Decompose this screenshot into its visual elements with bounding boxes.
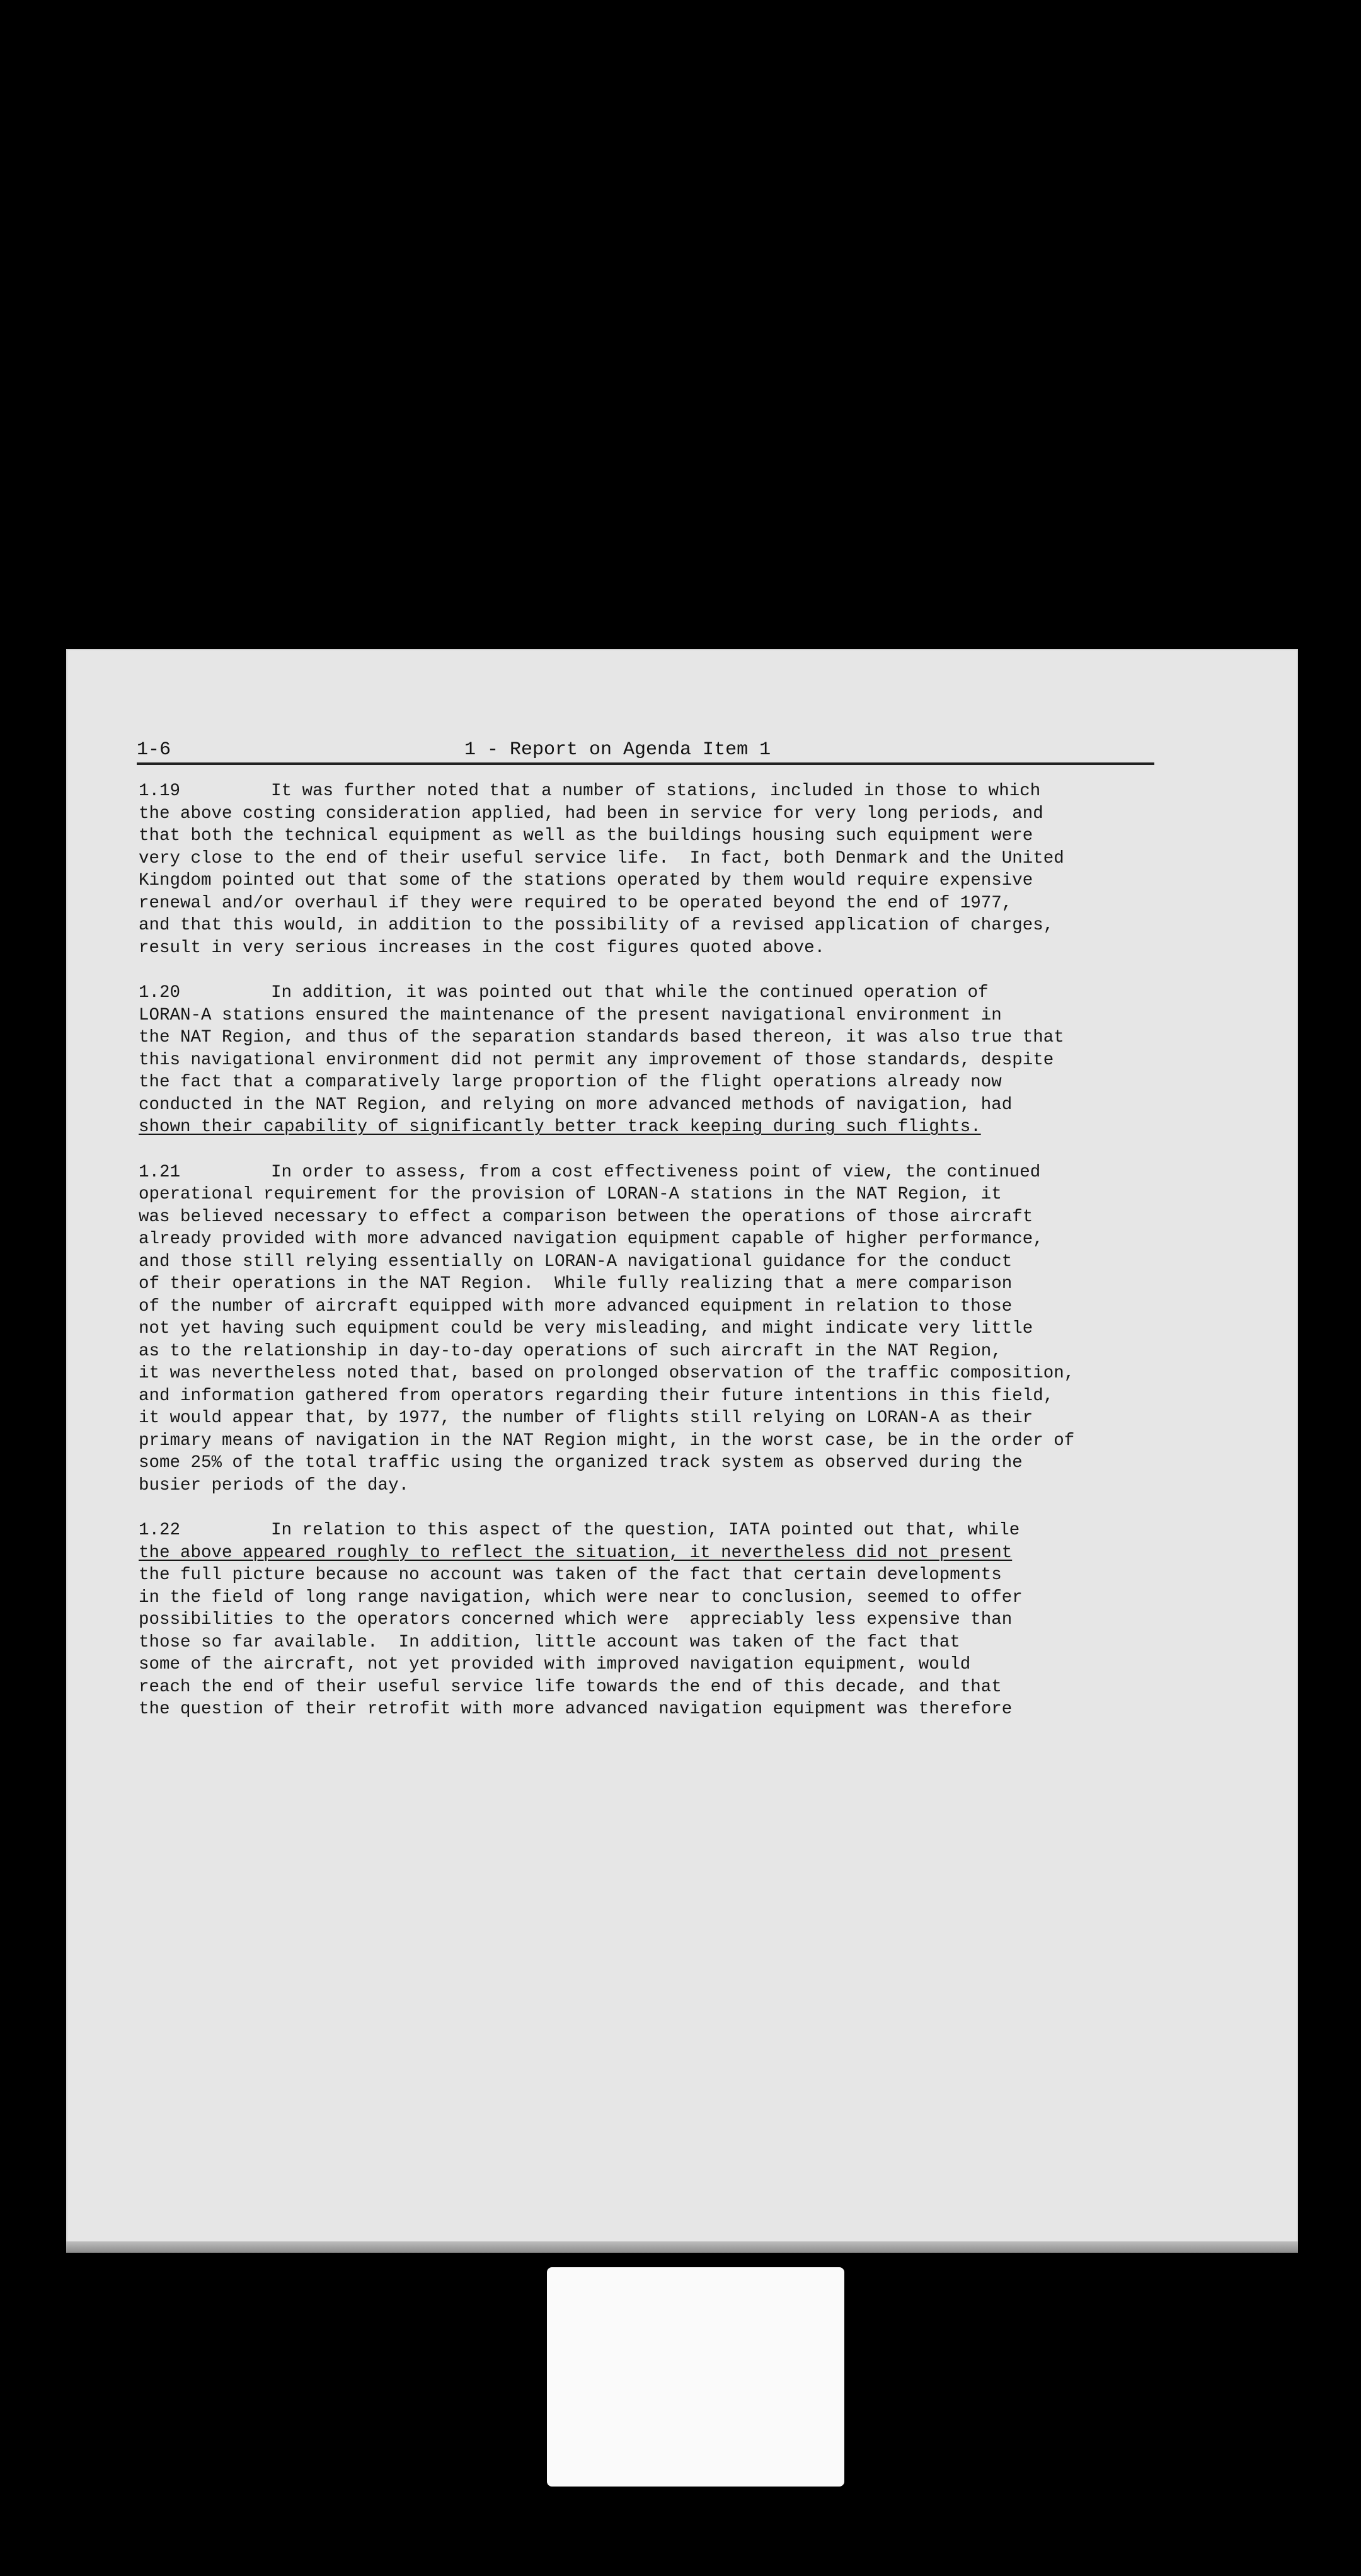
text-line: possibilities to the operators concerned which were appreciably less expensive than bbox=[139, 1610, 1013, 1630]
text-line: that both the technical equipment as well as the buildings housing such equipment were bbox=[139, 826, 1033, 846]
text-line: Kingdom pointed out that some of the stations operated by them would require expensive bbox=[139, 871, 1033, 890]
text-line: some 25% of the total traffic using the organized track system as observed during the bbox=[139, 1453, 1023, 1473]
text-line: LORAN-A stations ensured the maintenance of the present navigational environment in bbox=[139, 1005, 1002, 1025]
text-line: was believed necessary to effect a comparison between the operations of those aircraft bbox=[139, 1207, 1033, 1227]
text-line: very close to the end of their useful service life. In fact, both Denmark and the United bbox=[139, 848, 1064, 868]
text-line: this navigational environment did not permit any improvement of those standards, despite bbox=[139, 1050, 1054, 1070]
text-line: operational requirement for the provision of LORAN-A stations in the NAT Region, it bbox=[139, 1185, 1002, 1204]
text-line: already provided with more advanced navigation equipment capable of higher performance, bbox=[139, 1229, 1043, 1249]
paragraph-1-22 bbox=[139, 1519, 1222, 1721]
text-line: 1.22 In relation to this aspect of the question, IATA pointed out that, while bbox=[139, 1519, 1222, 1542]
text-line: not yet having such equipment could be very misleading, and might indicate very little bbox=[139, 1319, 1033, 1338]
text-line: it would appear that, by 1977, the number of flights still relying on LORAN-A as their bbox=[139, 1408, 1033, 1428]
text-line: busier periods of the day. bbox=[139, 1475, 410, 1495]
paragraph-number: 1.22 bbox=[139, 1521, 181, 1540]
page-title: 1 - Report on Agenda Item 1 bbox=[464, 739, 771, 761]
text-line: those so far available. In addition, little account was taken of the fact that bbox=[139, 1632, 960, 1652]
text-line: the full picture because no account was taken of the fact that certain developments bbox=[139, 1565, 1002, 1585]
page-number: 1-6 bbox=[137, 739, 171, 761]
text-line: the above costing consideration applied, had been in service for very long periods, and bbox=[139, 803, 1043, 824]
text-line: of the number of aircraft equipped with more advanced equipment in relation to those bbox=[139, 1296, 1013, 1316]
text-line: primary means of navigation in the NAT Region might, in the worst case, be in the order of bbox=[139, 1430, 1075, 1451]
text-line: the question of their retrofit with more advanced navigation equipment was therefore bbox=[139, 1699, 1013, 1719]
page-header bbox=[137, 737, 1154, 765]
text-line-underlined: the above appeared roughly to reflect the situation, it nevertheless did not present bbox=[139, 1543, 1013, 1563]
text-line: and that this would, in addition to the possibility of a revised application of charges, bbox=[139, 916, 1054, 935]
text-line: as to the relationship in day-to-day operations of such aircraft in the NAT Region, bbox=[139, 1341, 1002, 1361]
paragraph-1-20 bbox=[139, 982, 1222, 1139]
page-edge-shadow bbox=[66, 2241, 1298, 2253]
report-body bbox=[139, 780, 1222, 1744]
text-line: result in very serious increases in the cost figures quoted above. bbox=[139, 938, 825, 958]
text-line: in the field of long range navigation, which were near to conclusion, seemed to offer bbox=[139, 1587, 1023, 1607]
text-line: 1.19 It was further noted that a number of stations, included in those to which bbox=[139, 780, 1222, 803]
text-line: reach the end of their useful service life towards the end of this decade, and that bbox=[139, 1677, 1002, 1697]
text-line: some of the aircraft, not yet provided with improved navigation equipment, would bbox=[139, 1655, 971, 1674]
paragraph-number: 1.21 bbox=[139, 1162, 181, 1182]
text-line: of their operations in the NAT Region. While fully realizing that a mere comparison bbox=[139, 1274, 1013, 1294]
blank-target-card bbox=[547, 2267, 844, 2487]
text-line: conducted in the NAT Region, and relying on more advanced methods of navigation, had bbox=[139, 1095, 1013, 1115]
text-line: the NAT Region, and thus of the separation standards based thereon, it was also true that bbox=[139, 1028, 1064, 1047]
text-line-underlined: shown their capability of significantly better track keeping during such flights. bbox=[139, 1117, 981, 1137]
document-page bbox=[66, 649, 1298, 2253]
text-line: 1.20 In addition, it was pointed out that while the continued operation of bbox=[139, 982, 1222, 1004]
text-line: and those still relying essentially on LORAN-A navigational guidance for the conduct bbox=[139, 1251, 1013, 1272]
text-line: and information gathered from operators regarding their future intentions in this field, bbox=[139, 1386, 1054, 1406]
paragraph-number: 1.20 bbox=[139, 983, 181, 1003]
text-line: renewal and/or overhaul if they were required to be operated beyond the end of 1977, bbox=[139, 893, 1013, 913]
paragraph-1-21 bbox=[139, 1161, 1222, 1497]
paragraph-number: 1.19 bbox=[139, 781, 181, 801]
text-line: 1.21 In order to assess, from a cost effectiveness point of view, the continued bbox=[139, 1161, 1222, 1184]
text-line: it was nevertheless noted that, based on prolonged observation of the traffic composition, bbox=[139, 1364, 1075, 1383]
paragraph-1-19 bbox=[139, 780, 1222, 959]
text-line: the fact that a comparatively large proportion of the flight operations already now bbox=[139, 1072, 1002, 1092]
